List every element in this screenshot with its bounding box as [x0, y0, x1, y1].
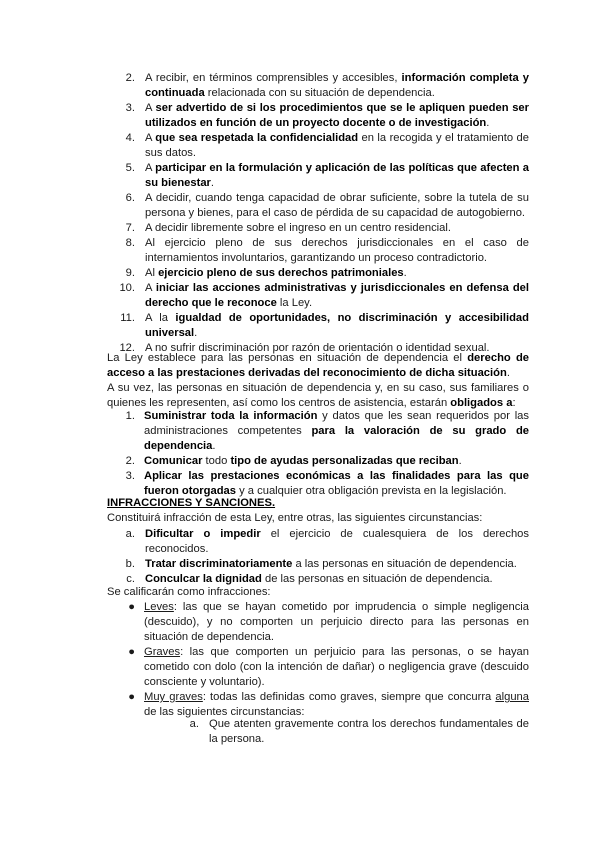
bold-text: información completa y continuada — [145, 72, 530, 99]
list-item — [107, 101, 529, 131]
text-run: y a cualquier otra obligación prevista en la legislación. — [236, 485, 507, 497]
paragraph-calificaran — [107, 585, 529, 600]
section-heading — [107, 496, 529, 511]
list-marker: 8. — [125, 237, 135, 249]
para-infraccion-text: Constituirá infracción de esta Ley, entre otras, las siguientes circunstancias: — [107, 512, 483, 524]
list-marker: 4. — [125, 132, 135, 144]
infractions-list — [107, 527, 529, 587]
text-run: A — [145, 162, 156, 174]
text-run: en la recogida y el tratamiento de sus datos. — [145, 132, 529, 159]
text-run: Al ejercicio pleno de sus derechos jurisdiccionales en el caso de internamientos involuntarios, garantizando un proceso contradictorio. — [145, 237, 529, 264]
list-item — [107, 71, 529, 101]
obligations-list — [107, 409, 529, 499]
rights-list — [107, 71, 529, 356]
classes-list — [107, 600, 529, 720]
bold-text: tipo de ayudas personalizadas que reciban — [230, 455, 459, 467]
bold-text: Conculcar la dignidad — [145, 573, 262, 585]
list-item-text — [144, 409, 529, 454]
text-run: . — [506, 367, 510, 379]
list-item — [107, 409, 529, 454]
list-item-text — [145, 557, 529, 572]
list-item — [107, 600, 529, 645]
sub-list — [107, 717, 529, 747]
text-run: de las siguientes circunstancias: — [144, 706, 305, 718]
text-run: A la — [145, 312, 176, 324]
list-item-text — [145, 527, 529, 557]
text-run: A no sufrir discriminación por razón de orientación o identidad sexual. — [145, 342, 490, 354]
list-marker: c. — [126, 573, 135, 585]
paragraph-infraccion — [107, 511, 529, 526]
text-run: : las que se hayan cometido por imprudencia o simple negligencia (descuido), y no comporten un perjuicio directo para las personas en situación de dependencia. — [144, 601, 529, 643]
text-run: Que atenten gravemente contra los derechos fundamentales de la persona. — [209, 718, 529, 745]
list-marker: ● — [128, 601, 135, 613]
list-marker: b. — [125, 558, 135, 570]
text-run: de las personas en situación de dependencia. — [261, 573, 493, 585]
text-run: : todas las definidas como graves, siempre que concurra — [202, 691, 496, 703]
list-marker: ● — [128, 646, 135, 658]
underlined-text: Muy graves — [144, 691, 203, 703]
list-item-text — [145, 71, 529, 101]
text-run: A recibir, en términos comprensibles y accesibles, — [145, 72, 402, 84]
list-item — [107, 191, 529, 221]
text-run: y datos que les sean requeridos por las administraciones competentes — [144, 410, 530, 437]
text-run: . — [403, 267, 407, 279]
bold-text: ejercicio pleno de sus derechos patrimoniales — [158, 267, 404, 279]
heading-infracciones: INFRACCIONES Y SANCIONES. — [107, 497, 276, 509]
text-run: . — [210, 177, 215, 189]
para-calificaran-text: Se calificarán como infracciones: — [107, 586, 271, 598]
text-run: relacionada con su situación de dependencia. — [204, 87, 435, 99]
bold-text: derecho de acceso a las prestaciones derivadas del reconocimiento de dicha situación — [107, 352, 530, 379]
list-item — [107, 557, 529, 572]
text-run: A decidir libremente sobre el ingreso en un centro residencial. — [145, 222, 451, 234]
list-item — [107, 221, 529, 236]
list-item — [107, 717, 529, 747]
list-marker: 6. — [125, 192, 135, 204]
text-run: Al — [145, 267, 159, 279]
list-marker: 7. — [125, 222, 135, 234]
list-item — [107, 161, 529, 191]
list-marker: 5. — [125, 162, 135, 174]
list-item-text — [144, 454, 529, 469]
list-item-text — [144, 469, 529, 499]
list-item-text — [145, 281, 529, 311]
underlined-text: alguna — [495, 691, 529, 703]
list-marker: a. — [189, 718, 199, 730]
bold-text: igualdad de oportunidades, no discriminación y accesibilidad universal — [145, 312, 529, 339]
list-item — [107, 236, 529, 266]
list-marker: 1. — [125, 410, 135, 422]
bold-text: para la valoración de su grado de dependencia — [144, 425, 529, 452]
text-run: a las personas en situación de dependencia. — [292, 558, 517, 570]
text-run: : las que comporten un perjuicio para las personas, o se hayan cometido con dolo (con la intención de dañar) o negligencia grave (descuido consciente y voluntario). — [144, 646, 529, 688]
list-item — [107, 469, 529, 499]
paragraph-ley — [107, 351, 529, 381]
list-marker: 2. — [125, 455, 135, 467]
text-run: A — [145, 282, 156, 294]
text-run: A su vez, las personas en situación de dependencia y, en su caso, sus familiares o quienes les representen, así como los centros de asistencia, estarán — [107, 382, 529, 409]
list-item-text — [145, 236, 529, 266]
text-run: . — [486, 117, 490, 129]
text-run: . — [458, 455, 462, 467]
list-item — [107, 690, 529, 720]
bold-text: Tratar discriminatoriamente — [145, 558, 293, 570]
bold-text: iniciar las acciones administrativas y jurisdiccionales en defensa del derecho que le reconoce — [145, 282, 529, 309]
list-marker: 12. — [119, 342, 135, 354]
bold-text: Aplicar las prestaciones económicas a las finalidades para las que fueron otorgadas — [144, 470, 529, 497]
list-item-text — [145, 221, 529, 236]
list-item — [107, 454, 529, 469]
list-item-text — [145, 191, 529, 221]
text-run: la Ley. — [276, 297, 313, 309]
list-marker: ● — [128, 691, 135, 703]
text-run: el ejercicio de cualesquiera de los derechos reconocidos. — [145, 528, 529, 555]
bold-text: que sea respetada la confidencialidad — [155, 132, 359, 144]
text-run: A decidir, cuando tenga capacidad de obrar suficiente, sobre la tutela de su persona y bienes, para el caso de pérdida de su capacidad de autogobierno. — [145, 192, 529, 219]
list-marker: 3. — [125, 102, 135, 114]
list-item-text — [144, 645, 529, 690]
text-run: . — [212, 440, 216, 452]
list-item — [107, 131, 529, 161]
list-item — [107, 645, 529, 690]
list-marker: 9. — [125, 267, 135, 279]
list-item — [107, 266, 529, 281]
bold-text: obligados a — [450, 397, 513, 409]
list-marker: 3. — [125, 470, 135, 482]
list-item-text — [145, 311, 529, 341]
list-item — [107, 281, 529, 311]
list-item-text — [144, 690, 529, 720]
list-item-text — [145, 131, 529, 161]
bold-text: Comunicar — [144, 455, 203, 467]
bold-text: Suministrar toda la información — [144, 410, 318, 422]
text-run: A — [145, 102, 156, 114]
list-marker: 2. — [125, 72, 135, 84]
list-item-text — [144, 600, 529, 645]
list-item — [107, 527, 529, 557]
text-run: La Ley establece para las personas en situación de dependencia el — [107, 352, 468, 364]
list-marker: a. — [125, 528, 135, 540]
list-item-text — [145, 101, 529, 131]
list-marker: 11. — [120, 312, 135, 324]
list-item — [107, 311, 529, 341]
bold-text: participar en la formulación y aplicación de las políticas que afecten a su bienestar — [145, 162, 529, 189]
list-item-text — [145, 161, 529, 191]
list-item-text — [145, 266, 529, 281]
bold-text: Dificultar o impedir — [145, 528, 261, 540]
underlined-text: Leves — [144, 601, 174, 613]
list-item-text — [209, 717, 529, 747]
bold-text: ser advertido de si los procedimientos que se le apliquen pueden ser utilizados en función de un proyecto docente o de investigación — [145, 102, 530, 129]
text-run: . — [194, 327, 198, 339]
text-run: A — [145, 132, 156, 144]
list-marker: 10. — [119, 282, 135, 294]
paragraph-obligados — [107, 381, 529, 411]
underlined-text: Graves — [144, 646, 181, 658]
text-run: todo — [202, 455, 231, 467]
text-run: : — [512, 397, 516, 409]
